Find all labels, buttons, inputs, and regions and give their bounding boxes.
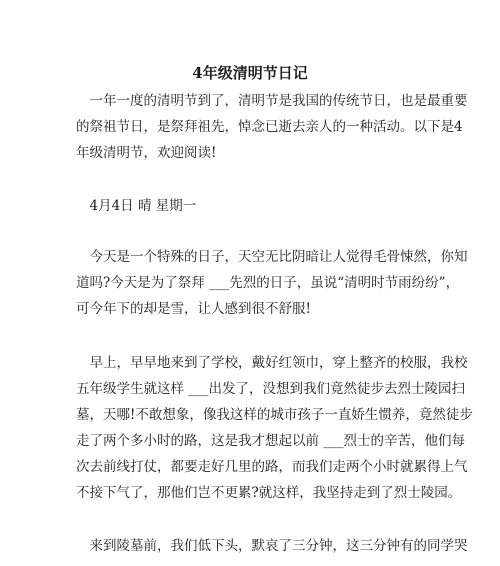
text-line: 走了两个多小时的路，这是我才想起以前 ___烈士的辛苦，他们每: [76, 433, 466, 449]
date-line-paragraph: [76, 193, 426, 219]
paragraph-3: [76, 533, 468, 559]
text-line: 五年级学生就这样 ___出发了，没想到我们竟然徒步去烈士陵园扫: [76, 381, 466, 397]
intro-paragraph: [76, 88, 468, 166]
paragraph-2: [76, 350, 473, 506]
text-line: 可今年下的却是雪，让人感到很不舒服!: [76, 301, 311, 317]
text-line: 道吗?今天是为了祭拜 ___先烈的日子，虽说“清明时节雨纷纷”，: [76, 275, 460, 291]
date-line: 4月4日 晴 星期一: [76, 198, 197, 214]
text-line: 的祭祖节日，是祭拜祖先，悼念已逝去亲人的一种活动。以下是4: [76, 119, 463, 135]
paragraph-1: [76, 244, 468, 322]
text-line: 年级清明节，欢迎阅读!: [76, 145, 217, 161]
text-line: 墓，天哪!不敢想象，像我这样的城市孩子一直娇生惯养，竟然徒步: [76, 407, 473, 423]
text-line: 不接下气了，那他们岂不更累?就这样，我坚持走到了烈士陵园。: [76, 485, 462, 501]
text-line: 次去前线打仗，都要走好几里的路，而我们走两个小时就累得上气: [76, 459, 468, 475]
text-line: 早上，早早地来到了学校，戴好红领巾，穿上整齐的校服，我校: [76, 355, 468, 371]
text-line: 今天是一个特殊的日子，天空无比阴暗让人觉得毛骨悚然，你知: [76, 249, 468, 265]
text-line: 来到陵墓前，我们低下头，默哀了三分钟，这三分钟有的同学哭: [76, 538, 468, 554]
document-title: 4年级清明节日记: [192, 64, 308, 82]
text-line: 一年一度的清明节到了，清明节是我国的传统节日，也是最重要: [76, 93, 468, 109]
